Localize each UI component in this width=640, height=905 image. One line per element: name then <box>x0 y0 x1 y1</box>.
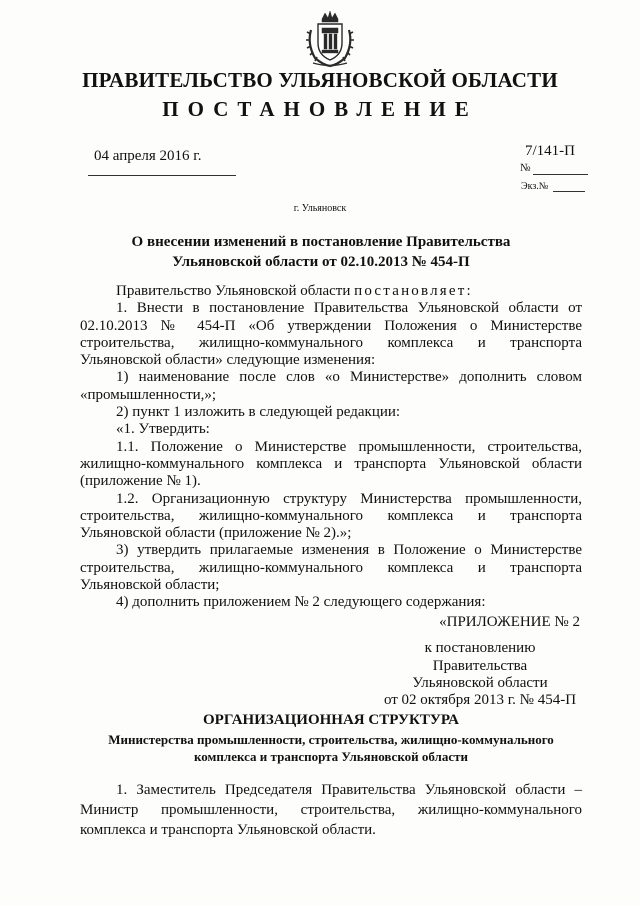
appendix-label: «ПРИЛОЖЕНИЕ № 2 <box>439 614 580 630</box>
document-number: 7/141-П <box>525 143 575 159</box>
copy-number-label: Экз.№ <box>521 181 549 192</box>
number-underline <box>533 174 588 175</box>
appendix-line: Ульяновской области <box>412 674 548 691</box>
intro-verb: постановляет: <box>354 283 473 299</box>
body-paragraph: 1.2. Организационную структуру Министерства промышленности, строительства, жилищно-коммунального комплекса и транспорта Ульяновской области (приложение № 2).»; <box>80 490 582 542</box>
body-paragraph: 1. Внести в постановление Правительства Ульяновской области от 02.10.2013 № 454-П «Об утверждении Положения о Министерстве строительства, жилищно-коммунального комплекса и транспорта Ульяновской области» следующие изменения: <box>80 300 582 369</box>
body-paragraph: «1. Утвердить: <box>116 421 210 438</box>
org-structure-item <box>80 780 582 840</box>
government-title: ПРАВИТЕЛЬСТВО УЛЬЯНОВСКОЙ ОБЛАСТИ <box>82 68 558 92</box>
org-item-text: 1. Заместитель Председателя Правительства Ульяновской области – Министр промышленности, строительства, жилищно-коммунального комплекса и транспорта Ульяновской области. <box>80 782 582 838</box>
number-label: № <box>520 162 531 174</box>
ulyanovsk-coat-of-arms-icon <box>303 10 357 68</box>
appendix-line: к постановлению Правительства <box>424 640 536 674</box>
document-date: 04 апреля 2016 г. <box>94 148 202 164</box>
subtitle-line: Министерства промышленности, строительства, жилищно-коммунального <box>108 732 554 747</box>
body-paragraph: 3) утвердить прилагаемые изменения в Положение о Министерстве строительства, жилищно-коммунального комплекса и транспорта Ульяновской области; <box>80 542 582 594</box>
body-paragraph: 1) наименование после слов «о Министерстве» дополнить словом «промышленности,»; <box>80 369 582 403</box>
subject-line: Ульяновской области от 02.10.2013 № 454-П <box>172 254 470 270</box>
document-body <box>80 283 582 612</box>
subject-line: О внесении изменений в постановление Правительства <box>131 234 511 250</box>
body-paragraph: 1.1. Положение о Министерстве промышленности, строительства, жилищно-коммунального комплекса и транспорта Ульяновской области (приложение № 1). <box>80 438 582 490</box>
date-underline <box>88 175 236 176</box>
subtitle-line: комплекса и транспорта Ульяновской области <box>193 749 468 764</box>
document-type-title: ПОСТАНОВЛЕНИЕ <box>162 97 478 121</box>
org-structure-title: ОРГАНИЗАЦИОННАЯ СТРУКТУРА <box>202 712 459 728</box>
copy-number-underline <box>553 191 585 192</box>
org-structure-subtitle <box>80 731 582 765</box>
intro-text: Правительство Ульяновской области <box>116 283 351 299</box>
body-paragraph: 2) пункт 1 изложить в следующей редакции: <box>116 404 401 421</box>
document-subject <box>110 232 532 272</box>
appendix-line: от 02 октября 2013 г. № 454-П <box>383 692 577 709</box>
appendix-header <box>380 614 580 709</box>
body-paragraph <box>80 283 582 300</box>
body-paragraph: 4) дополнить приложением № 2 следующего содержания: <box>116 594 486 611</box>
city-label: г. Ульяновск <box>293 203 347 214</box>
